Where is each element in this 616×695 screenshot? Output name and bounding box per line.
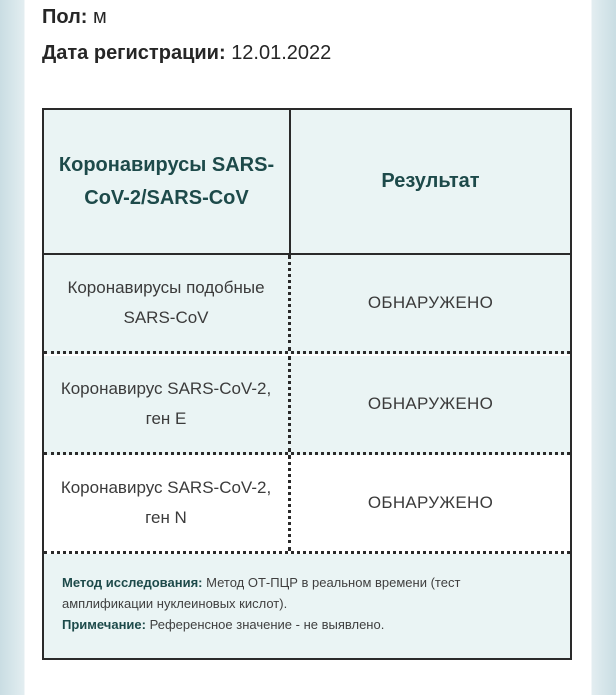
result-cell — [291, 455, 570, 551]
method-label: Метод исследования: — [62, 575, 203, 590]
pathogen-cell — [44, 356, 291, 452]
notes-section — [44, 554, 570, 658]
gender-line — [42, 6, 107, 29]
result-value: ОБНАРУЖЕНО — [367, 293, 494, 312]
pathogen-name: Коронавирус SARS-CoV-2, ген N — [60, 478, 272, 527]
remark-note — [62, 614, 554, 635]
table-row — [44, 455, 570, 554]
pathogen-cell — [44, 455, 291, 551]
remark-value: Референсное значение - не выявлено. — [149, 617, 385, 632]
pathogen-name: Коронавирусы подобные SARS-CoV — [67, 278, 265, 327]
registration-date-line — [42, 42, 331, 65]
header-pathogen-label: Коронавирусы SARS-CoV-2/SARS-CoV — [58, 153, 275, 209]
table-row — [44, 255, 570, 354]
header-cell-result — [291, 110, 570, 253]
result-cell — [291, 255, 570, 351]
results-table — [42, 108, 572, 660]
table-header-row — [44, 110, 570, 255]
pathogen-name: Коронавирус SARS-CoV-2, ген E — [60, 379, 272, 428]
gender-value: м — [93, 6, 107, 28]
method-value: Метод ОТ-ПЦР в реальном времени (тест амплификации нуклеиновых кислот). — [62, 575, 461, 611]
registration-date-label: Дата регистрации: — [42, 42, 226, 64]
header-cell-pathogen — [44, 110, 291, 253]
gender-label: Пол: — [42, 6, 88, 28]
result-value: ОБНАРУЖЕНО — [367, 394, 494, 413]
pathogen-cell — [44, 255, 291, 351]
header-result-label: Результат — [381, 170, 480, 192]
result-value: ОБНАРУЖЕНО — [367, 493, 494, 512]
remark-label: Примечание: — [62, 617, 146, 632]
table-row — [44, 356, 570, 455]
method-note — [62, 572, 554, 614]
registration-date-value: 12.01.2022 — [231, 42, 332, 64]
result-card — [26, 0, 590, 695]
result-cell — [291, 356, 570, 452]
